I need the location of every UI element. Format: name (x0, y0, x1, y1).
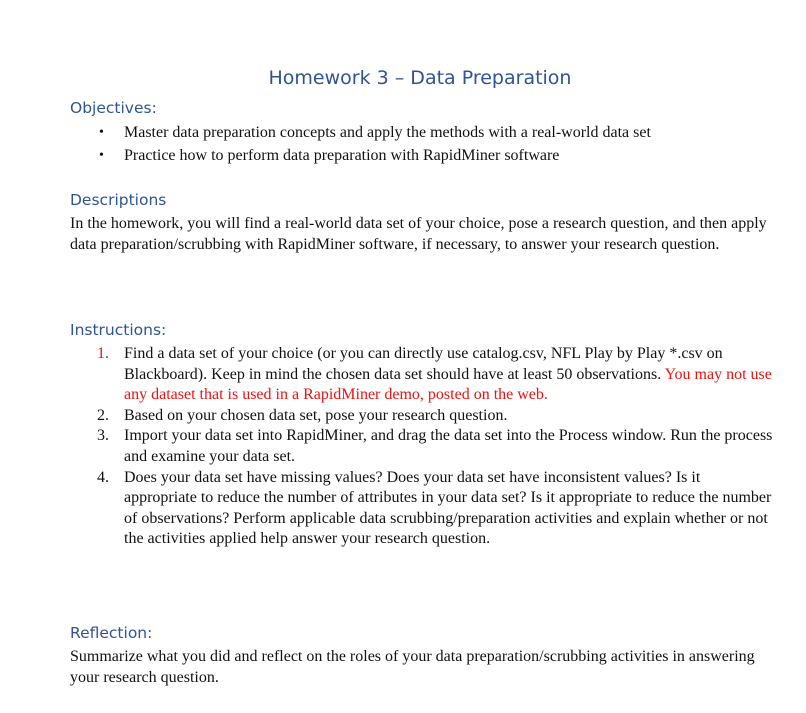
step-text: Based on your chosen data set, pose your research question. (124, 406, 508, 424)
step-number: 2. (97, 406, 109, 424)
objective-text: Master data preparation concepts and apply the methods with a real-world data set (124, 124, 651, 141)
step-number: 4. (97, 468, 109, 486)
instruction-step-3 (96, 426, 776, 467)
document-title: Homework 3 – Data Preparation (268, 67, 572, 89)
step-text: Find a data set of your choice (or you can directly use catalog.csv, NFL Play by Play *.csv on Blackboard). Keep in mind the chosen data set should have at least 50 observations. (124, 345, 723, 383)
instruction-step-4 (96, 468, 776, 550)
step-number: 3. (97, 427, 109, 445)
instructions-heading: Instructions: (70, 321, 167, 339)
step-number: 1. (97, 345, 109, 362)
step-warning: You may not use any dataset that is used in a RapidMiner demo, posted on the web. (124, 365, 772, 404)
bullet-icon: • (99, 147, 104, 163)
instruction-step-1 (96, 344, 776, 406)
objectives-heading: Objectives: (70, 99, 157, 117)
step-text: Does your data set have missing values? Does your data set have inconsistent values? Is it appropriate to reduce the number of attributes in your data set? Is it appropriate to reduce the number of observations? Perform applicable data scrubbing/preparation activities and explain whether or not the activities applied help answer your research question. (124, 468, 772, 548)
instructions-list (96, 344, 776, 550)
descriptions-text: In the homework, you will find a real-world data set of your choice, pose a research question, and then apply data preparation/scrubbing with RapidMiner software, if necessary, to answer your research question. (70, 215, 767, 253)
descriptions-heading: Descriptions (70, 191, 167, 209)
objective-text: Practice how to perform data preparation with RapidMiner software (124, 146, 560, 164)
instruction-step-2 (96, 406, 776, 427)
reflection-text: Summarize what you did and reflect on the roles of your data preparation/scrubbing activities in answering your research question. (70, 648, 755, 686)
objectives-list (96, 122, 651, 167)
reflection-heading: Reflection: (70, 624, 153, 642)
objective-item (96, 145, 651, 168)
objective-item (96, 122, 651, 145)
bullet-icon: • (99, 125, 104, 140)
step-text: Import your data set into RapidMiner, and drag the data set into the Process window. Run the process and examine your data set. (124, 427, 773, 465)
